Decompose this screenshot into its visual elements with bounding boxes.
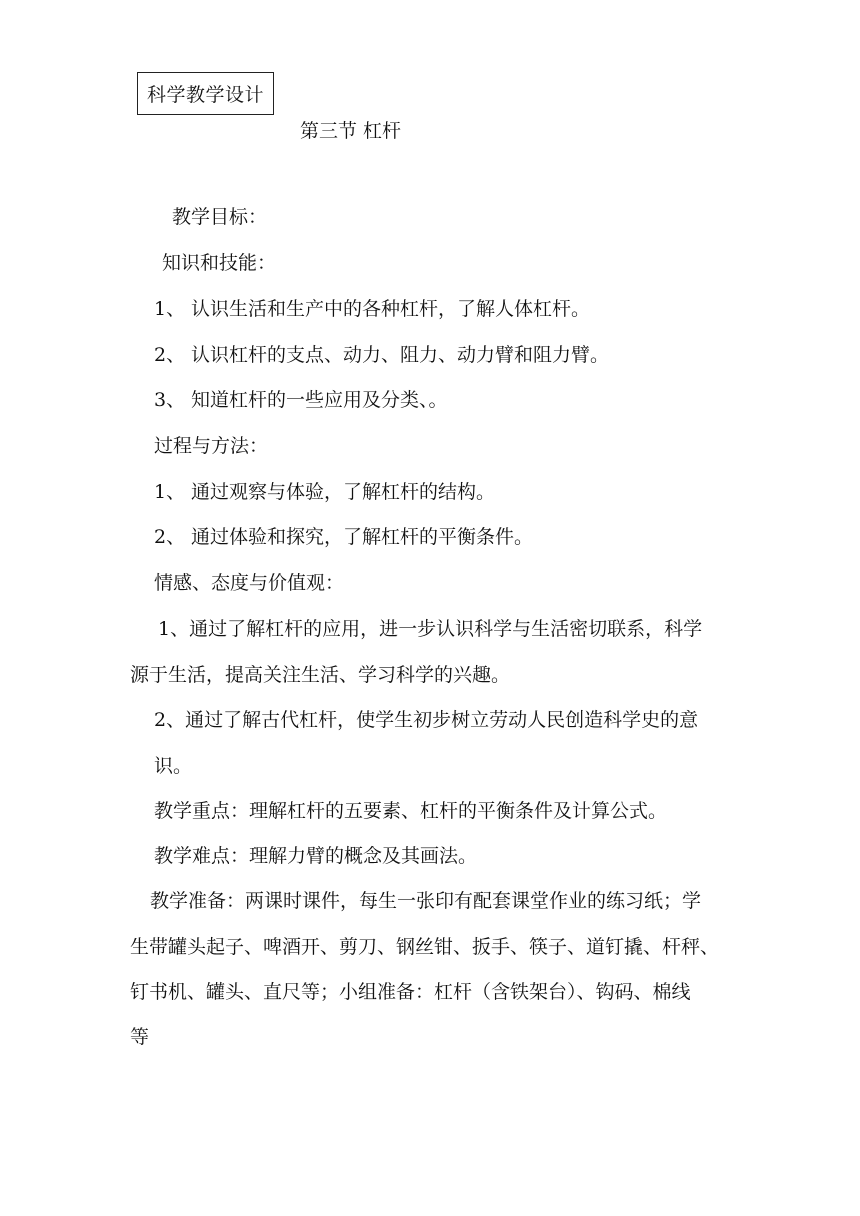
emotion-heading: 情感、态度与价值观： xyxy=(154,572,345,594)
knowledge-item-1 xyxy=(154,296,590,322)
section-title: 第三节 杠杆 xyxy=(300,120,402,142)
knowledge-item-2 xyxy=(154,342,609,368)
key-point: 教学重点：理解杠杆的五要素、杠杆的平衡条件及计算公式。 xyxy=(154,800,668,822)
item-text: 认识生活和生产中的各种杠杆，了解人体杠杆。 xyxy=(191,298,591,320)
difficulty: 教学难点：理解力臂的概念及其画法。 xyxy=(154,845,478,867)
process-item-1 xyxy=(154,479,495,505)
item-number: 1、 xyxy=(154,298,186,320)
knowledge-heading: 知识和技能： xyxy=(162,252,277,274)
preparation-line-2: 生带罐头起子、啤酒开、剪刀、钢丝钳、扳手、筷子、道钉撬、杆秤、 xyxy=(130,936,720,958)
item-number: 2、 xyxy=(154,526,186,548)
emotion-item-1-line-2: 源于生活，提高关注生活、学习科学的兴趣。 xyxy=(130,664,511,686)
item-text: 认识杠杆的支点、动力、阻力、动力臂和阻力臂。 xyxy=(191,344,610,366)
item-number: 1、 xyxy=(154,481,186,503)
preparation-line-4: 等 xyxy=(130,1026,150,1048)
item-text: 知道杠杆的一些应用及分类、。 xyxy=(191,389,448,411)
item-number: 3、 xyxy=(154,389,186,411)
knowledge-item-3 xyxy=(154,387,448,413)
item-text: 通过体验和探究，了解杠杆的平衡条件。 xyxy=(191,526,534,548)
subject-label: 科学教学设计 xyxy=(146,84,264,106)
emotion-item-2-line-2: 识。 xyxy=(154,755,193,777)
item-text: 通过观察与体验，了解杠杆的结构。 xyxy=(191,481,496,503)
preparation-line-1: 教学准备：两课时课件，每生一张印有配套课堂作业的练习纸；学 xyxy=(150,890,702,912)
process-heading: 过程与方法： xyxy=(154,435,269,457)
item-number: 2、 xyxy=(154,344,186,366)
preparation-line-3: 钉书机、罐头、直尺等；小组准备：杠杆（含铁架台）、钩码、棉线 xyxy=(130,981,691,1003)
objectives-heading: 教学目标： xyxy=(172,206,268,228)
emotion-item-1-line-1: 1、通过了解杠杆的应用，进一步认识科学与生活密切联系，科学 xyxy=(158,618,703,640)
subject-label-box xyxy=(137,72,274,115)
process-item-2 xyxy=(154,524,533,550)
emotion-item-2-line-1: 2、通过了解古代杠杆，使学生初步树立劳动人民创造科学史的意 xyxy=(154,709,699,731)
